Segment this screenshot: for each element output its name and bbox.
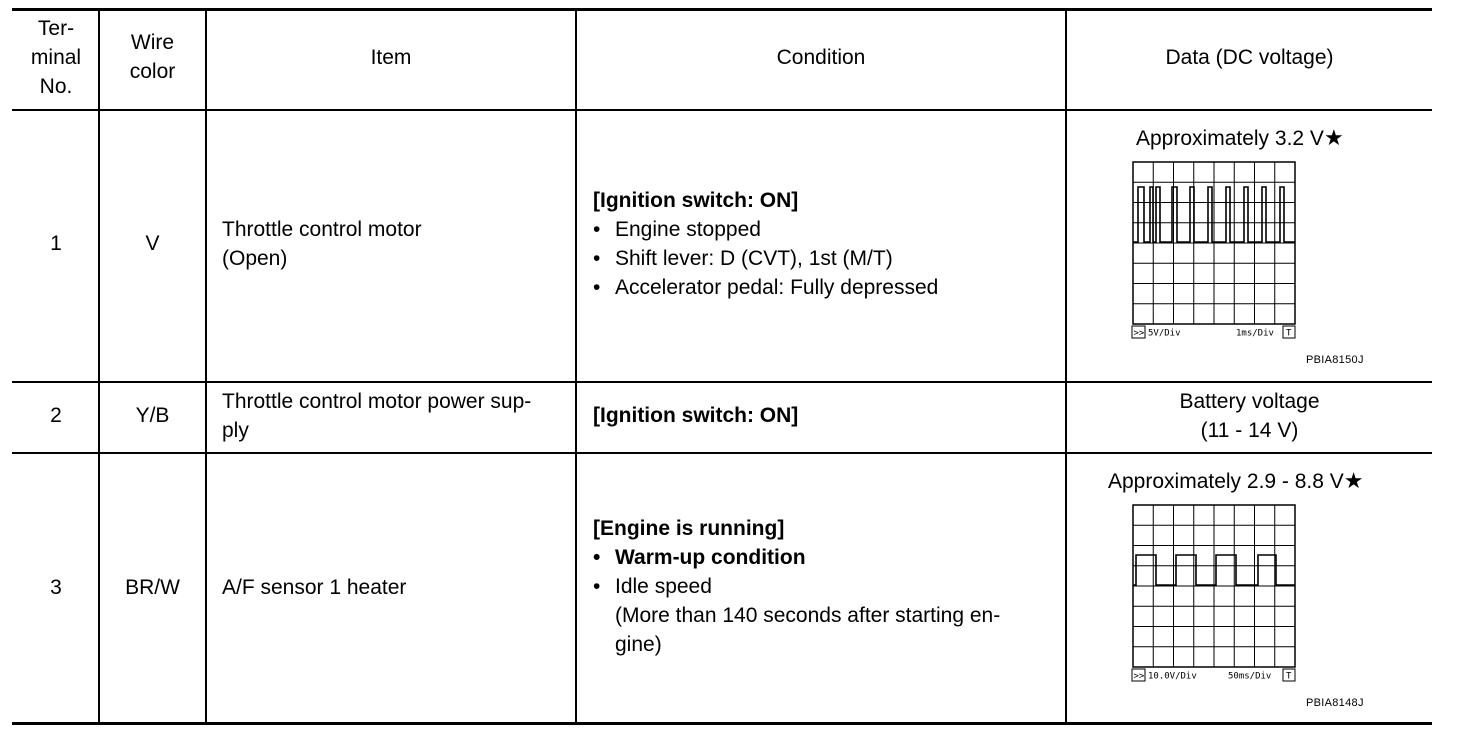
row3-condition-list (593, 543, 1063, 659)
scope-trigger: T (1286, 328, 1292, 339)
list-item: gine) (615, 633, 662, 656)
col-divider-3 (575, 8, 577, 725)
row1-wire: V (145, 232, 160, 255)
list-item: • Engine stopped (593, 215, 1063, 244)
row1-condition (593, 186, 1063, 302)
list-item: • Warm-up condition (593, 543, 1063, 572)
figure-code-2: PBIA8148J (1306, 697, 1364, 709)
table-bottom-rule (12, 722, 1432, 725)
scope-volt-div: 10.0V/Div (1148, 671, 1197, 682)
row3-condition-title: [Engine is running] (593, 517, 785, 540)
oscilloscope-waveform-2 (1130, 503, 1298, 685)
row3-wire: BR/W (125, 576, 180, 599)
row2-terminal: 2 (50, 404, 62, 427)
row2-condition-title: [Ignition switch: ON] (593, 404, 799, 427)
col-divider-1 (98, 8, 100, 725)
row1-condition-list (593, 215, 1063, 302)
list-item: (More than 140 seconds after starting en- (615, 604, 1001, 627)
oscilloscope-waveform-1 (1130, 160, 1298, 342)
header-bottom-rule (12, 109, 1432, 111)
list-item: • Idle speed (593, 572, 1063, 601)
star-icon: ★ (1343, 468, 1364, 493)
scope-marker: >> (1133, 671, 1145, 682)
col-divider-4 (1065, 8, 1067, 725)
row3-terminal: 3 (50, 576, 62, 599)
row3-condition (593, 514, 1063, 659)
row1-condition-title: [Ignition switch: ON] (593, 189, 799, 212)
scope-volt-div: 5V/Div (1148, 328, 1181, 339)
row2-data: Battery voltage (11 - 14 V) (1179, 390, 1320, 442)
row1-item: Throttle control motor (Open) (222, 218, 422, 270)
scope-time-div: 50ms/Div (1228, 671, 1272, 682)
list-item: • Shift lever: D (CVT), 1st (M/T) (593, 244, 1063, 273)
header-data: Data (DC voltage) (1165, 46, 1334, 69)
row2-wire: Y/B (135, 404, 170, 427)
row1-bottom-rule (12, 381, 1432, 383)
row3-data: Approximately 2.9 - 8.8 V★ (1108, 468, 1364, 493)
star-icon: ★ (1323, 125, 1344, 150)
scope-time-div: 1ms/Div (1236, 328, 1274, 339)
list-item: • Accelerator pedal: Fully depressed (593, 273, 1063, 302)
row2-item: Throttle control motor power sup- ply (222, 390, 532, 442)
row1-terminal: 1 (50, 232, 62, 255)
header-wire-color: Wire color (129, 31, 176, 83)
table-top-rule (12, 8, 1432, 11)
scope-marker: >> (1133, 328, 1145, 339)
figure-code-1: PBIA8150J (1306, 354, 1364, 366)
row2-bottom-rule (12, 452, 1432, 454)
header-condition: Condition (776, 46, 866, 69)
header-item: Item (370, 46, 412, 69)
scope-trigger: T (1286, 671, 1292, 682)
col-divider-2 (205, 8, 207, 725)
row1-data: Approximately 3.2 V★ (1136, 125, 1344, 150)
row3-item: A/F sensor 1 heater (222, 576, 407, 599)
header-terminal: Ter- minal No. (30, 17, 82, 98)
